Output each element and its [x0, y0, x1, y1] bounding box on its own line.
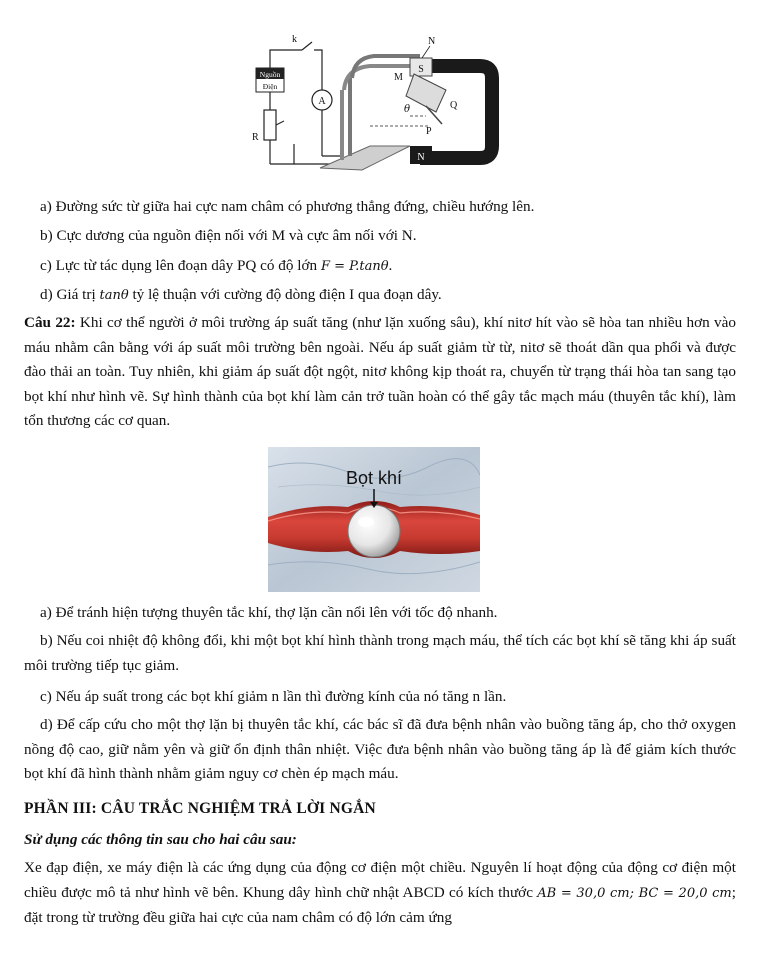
gas-bubble-figure	[268, 447, 480, 592]
q22-option-a: a) Để tránh hiện tượng thuyên tắc khí, thợ lặn cần nổi lên với tốc độ nhanh.	[40, 604, 498, 621]
bubble-label: Bọt khí	[345, 468, 403, 488]
q21-option-d-pre: d) Giá trị	[40, 286, 96, 303]
rheostat-icon	[264, 110, 276, 140]
part3-intro-1: Xe đạp điện, xe máy điện là các ứng dụng của động cơ điện một chiều. Nguyên lí hoạt động của động cơ điện một chiều được mô tả như hình vẽ bên. Khung dây hình chữ nhật ABCD có kích thước	[24, 859, 736, 901]
q21-option-c-end: .	[388, 257, 393, 274]
pole-n-bottom-label: N	[417, 152, 425, 163]
q22-option-c: c) Nếu áp suất trong các bọt khí giảm n lần thì đường kính của nó tăng n lần.	[40, 688, 507, 705]
switch-label: k	[292, 34, 297, 45]
q21-option-d	[0, 285, 759, 306]
q22-label: Câu 22:	[24, 314, 76, 331]
q21-option-c	[0, 256, 759, 277]
blood-vessel-illustration	[268, 447, 480, 592]
q21-option-a: a) Đường sức từ giữa hai cực nam châm có phương thẳng đứng, chiều hướng lên.	[40, 198, 535, 215]
circuit-magnet-figure	[250, 28, 520, 178]
ammeter-label: A	[318, 96, 326, 107]
source-label-2: Điện	[262, 82, 278, 91]
q22-stem	[24, 311, 736, 434]
rheostat-label: R	[252, 132, 259, 143]
q21-option-d-formula: tanθ	[99, 288, 129, 303]
part3-intro	[24, 856, 736, 931]
q21-option-c-formula: F = P.tanθ	[320, 259, 389, 274]
part3-subheading: Sử dụng các thông tin sau cho hai câu sau:	[24, 831, 297, 848]
source-label-1: Nguồn	[259, 70, 281, 79]
q21-option-d-post: tỷ lệ thuận với cường độ dòng điện I qua đoạn dây.	[132, 286, 442, 303]
q22-text: Khi cơ thể người ở môi trường áp suất tăng (như lặn xuống sâu), khí nitơ hít vào sẽ hòa tan nhiều hơn vào máu nhằm cân bằng với áp suất môi trường bên ngoài. Nếu áp suất giảm từ từ, nitơ sẽ thoát dần qua phổi và được đào thải an toàn. Tuy nhiên, khi giảm áp suất đột ngột, nitơ không kịp thoát ra, chuyển từ trạng thái hòa tan sang tạo bọt khí như hình vẽ. Sự hình thành của bọt khí làm cản trở tuần hoàn có thể gây tắc mạch máu (thuyên tắc khí), làm tổn thương các cơ quan.	[24, 314, 736, 429]
pole-s-label: S	[418, 64, 424, 75]
part3-heading: PHẦN III: CÂU TRẮC NGHIỆM TRẢ LỜI NGẮN	[24, 800, 376, 817]
q21-option-c-text: c) Lực từ tác dụng lên đoạn dây PQ có độ lớn	[40, 257, 318, 274]
q21-option-b: b) Cực dương của nguồn điện nối với M và cực âm nối với N.	[40, 227, 417, 244]
angle-label: θ	[404, 104, 411, 115]
q22-option-b: b) Nếu coi nhiệt độ không đổi, khi một bọt khí hình thành trong mạch máu, thể tích các bọt khí sẽ tăng khi áp suất môi trường tiếp tục giảm.	[24, 632, 736, 674]
point-m-label: M	[394, 72, 403, 83]
part3-intro-2: ; đặt trong từ trường đều giữa hai cực của nam châm có độ lớn cảm ứng	[24, 883, 736, 926]
point-q-label: Q	[450, 100, 458, 111]
q22-option-d: d) Để cấp cứu cho một thợ lặn bị thuyên tắc khí, các bác sĩ đã đưa bệnh nhân vào buồng tăng áp, cho thở oxygen nồng độ cao, giữ nằm yên và giữ ổn định thân nhiệt. Việc đưa bệnh nhân vào buồng tăng áp là để giảm kích thước bọt khí đã hình thành nhằm giảm nguy cơ chèn ép mạch máu.	[24, 716, 736, 782]
point-p-label: P	[426, 126, 432, 137]
part3-intro-formula: AB = 30,0 cm; BC = 20,0 cm	[537, 885, 732, 901]
circuit-diagram	[250, 28, 520, 178]
pole-n-top-label: N	[428, 36, 436, 47]
